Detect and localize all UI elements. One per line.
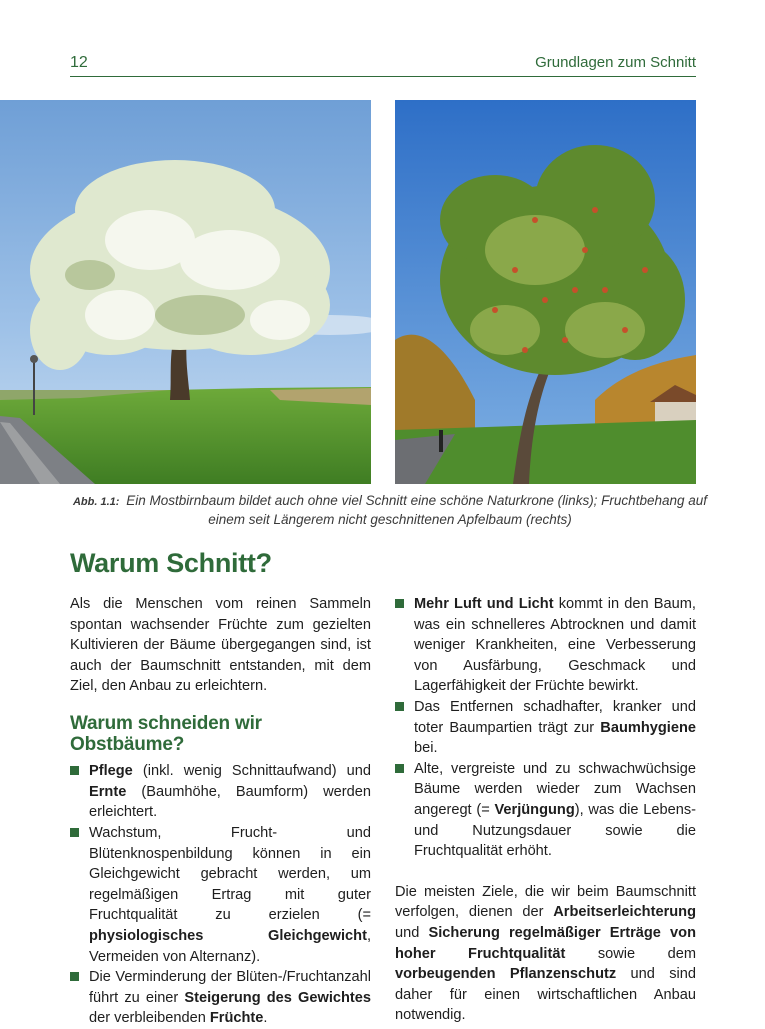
conclusion-run: sowie dem	[565, 945, 697, 962]
left-column	[70, 594, 371, 1029]
right-bullet-run: ), was die Lebens- und Nutzungsdauer sowie die Fruchtqualität erhöht.	[414, 801, 697, 860]
right-bullet-run: bei.	[414, 740, 438, 757]
conclusion-run: vorbeugenden Pflanzenschutz	[395, 966, 617, 983]
bullet-square-icon	[395, 764, 404, 773]
figure-caption	[60, 492, 720, 529]
conclusion-run: und sind daher für einen wirtschaftlichen Anbau notwendig.	[395, 966, 696, 1024]
left-bullet-run: .	[263, 1010, 268, 1027]
right-bullet-run: Alte, vergreiste und zu schwachwüchsige Bäume werden wieder zum Wachsen angeregt (=	[414, 760, 696, 818]
section-title: Warum Schnitt?	[70, 548, 272, 578]
right-bullet-item	[395, 759, 696, 862]
right-bullet-item	[395, 594, 696, 697]
right-bullet-run: Verjüngung	[494, 801, 575, 818]
left-bullet-run: Steigerung des Gewichtes	[184, 989, 371, 1006]
left-bullet-run: der verbleibenden	[89, 1010, 210, 1027]
photo-pear-tree	[0, 100, 371, 484]
left-bullet-run: Pflege	[89, 763, 133, 780]
photo-apple-tree	[395, 100, 696, 484]
left-bullet-list	[70, 761, 371, 1029]
right-column	[395, 594, 696, 1026]
bullet-square-icon	[395, 599, 404, 608]
right-bullet-run: Mehr Luft und Licht	[414, 596, 554, 612]
conclusion-paragraph	[395, 882, 696, 1026]
intro-paragraph: Als die Menschen vom reinen Sammeln spontan wachsender Früchte zum gezielten Kultivieren der Bäume übergegangen sind, ist auch der Baumschnitt entstanden, mit dem Ziel, den Anbau zu erleichtern.	[70, 596, 371, 695]
left-bullet-run: (Baumhöhe, Baumform) werden erleichtert.	[89, 783, 371, 821]
running-title: Grundlagen zum Schnitt	[535, 54, 696, 71]
page-header	[70, 52, 696, 77]
left-bullet-run: physiologisches Gleichgewicht	[89, 927, 367, 944]
right-bullet-run: kommt in den Baum, was ein schnelleres Abtrocknen und damit weniger Krankheiten, eine Verbesserung von Ausfärbung, Geschmack und Lagerfähigkeit der Früchte bewirkt.	[414, 596, 696, 695]
left-bullet-run: Wachstum, Frucht- und Blütenknospenbildung können in ein Gleichgewicht gebracht werden, um regelmäßigen Ertrag mit guter Fruchtqualität zu erzielen (=	[89, 824, 371, 924]
bullet-square-icon	[70, 972, 79, 981]
right-bullet-run: Baumhygiene	[600, 719, 696, 736]
right-bullet-list	[395, 594, 696, 862]
bullet-square-icon	[70, 766, 79, 775]
apple-tree-illustration	[395, 100, 696, 484]
conclusion-run: und	[395, 924, 429, 941]
conclusion-run: Sicherung regelmäßiger Erträge von hoher Fruchtqualität	[395, 924, 696, 962]
right-bullet-run: Das Entfernen schadhafter, kranker und toter Baumpartien trägt zur	[414, 698, 696, 736]
left-bullet-run: Früchte	[209, 1010, 264, 1027]
subheading: Warum schneiden wir Obstbäume?	[70, 712, 262, 755]
right-bullet-item	[395, 697, 696, 759]
left-bullet-item	[70, 761, 371, 823]
bullet-square-icon	[70, 828, 79, 837]
left-bullet-run: Die Verminderung der Blüten-/Fruchtanzahl führt zu einer	[89, 969, 371, 1006]
caption-text: Ein Mostbirnbaum bildet auch ohne viel Schnitt eine schöne Naturkrone (links); Fruchtbehang auf einem seit Längerem nicht geschnittenen Apfelbaum (rechts)	[126, 493, 708, 527]
left-bullet-run: (inkl. wenig Schnittaufwand) und	[132, 763, 371, 780]
conclusion-run: Arbeitserleichterung	[553, 904, 696, 921]
left-bullet-run: Ernte	[89, 783, 127, 800]
page-number: 12	[70, 54, 88, 71]
pear-tree-illustration	[0, 100, 371, 484]
caption-label: Abb. 1.1:	[72, 496, 120, 508]
left-bullet-run: , Vermeiden von Alternanz).	[89, 927, 371, 965]
bullet-square-icon	[395, 702, 404, 711]
left-bullet-item	[70, 823, 371, 967]
conclusion-run: Die meisten Ziele, die wir beim Baumschnitt verfolgen, dienen der	[395, 883, 696, 921]
